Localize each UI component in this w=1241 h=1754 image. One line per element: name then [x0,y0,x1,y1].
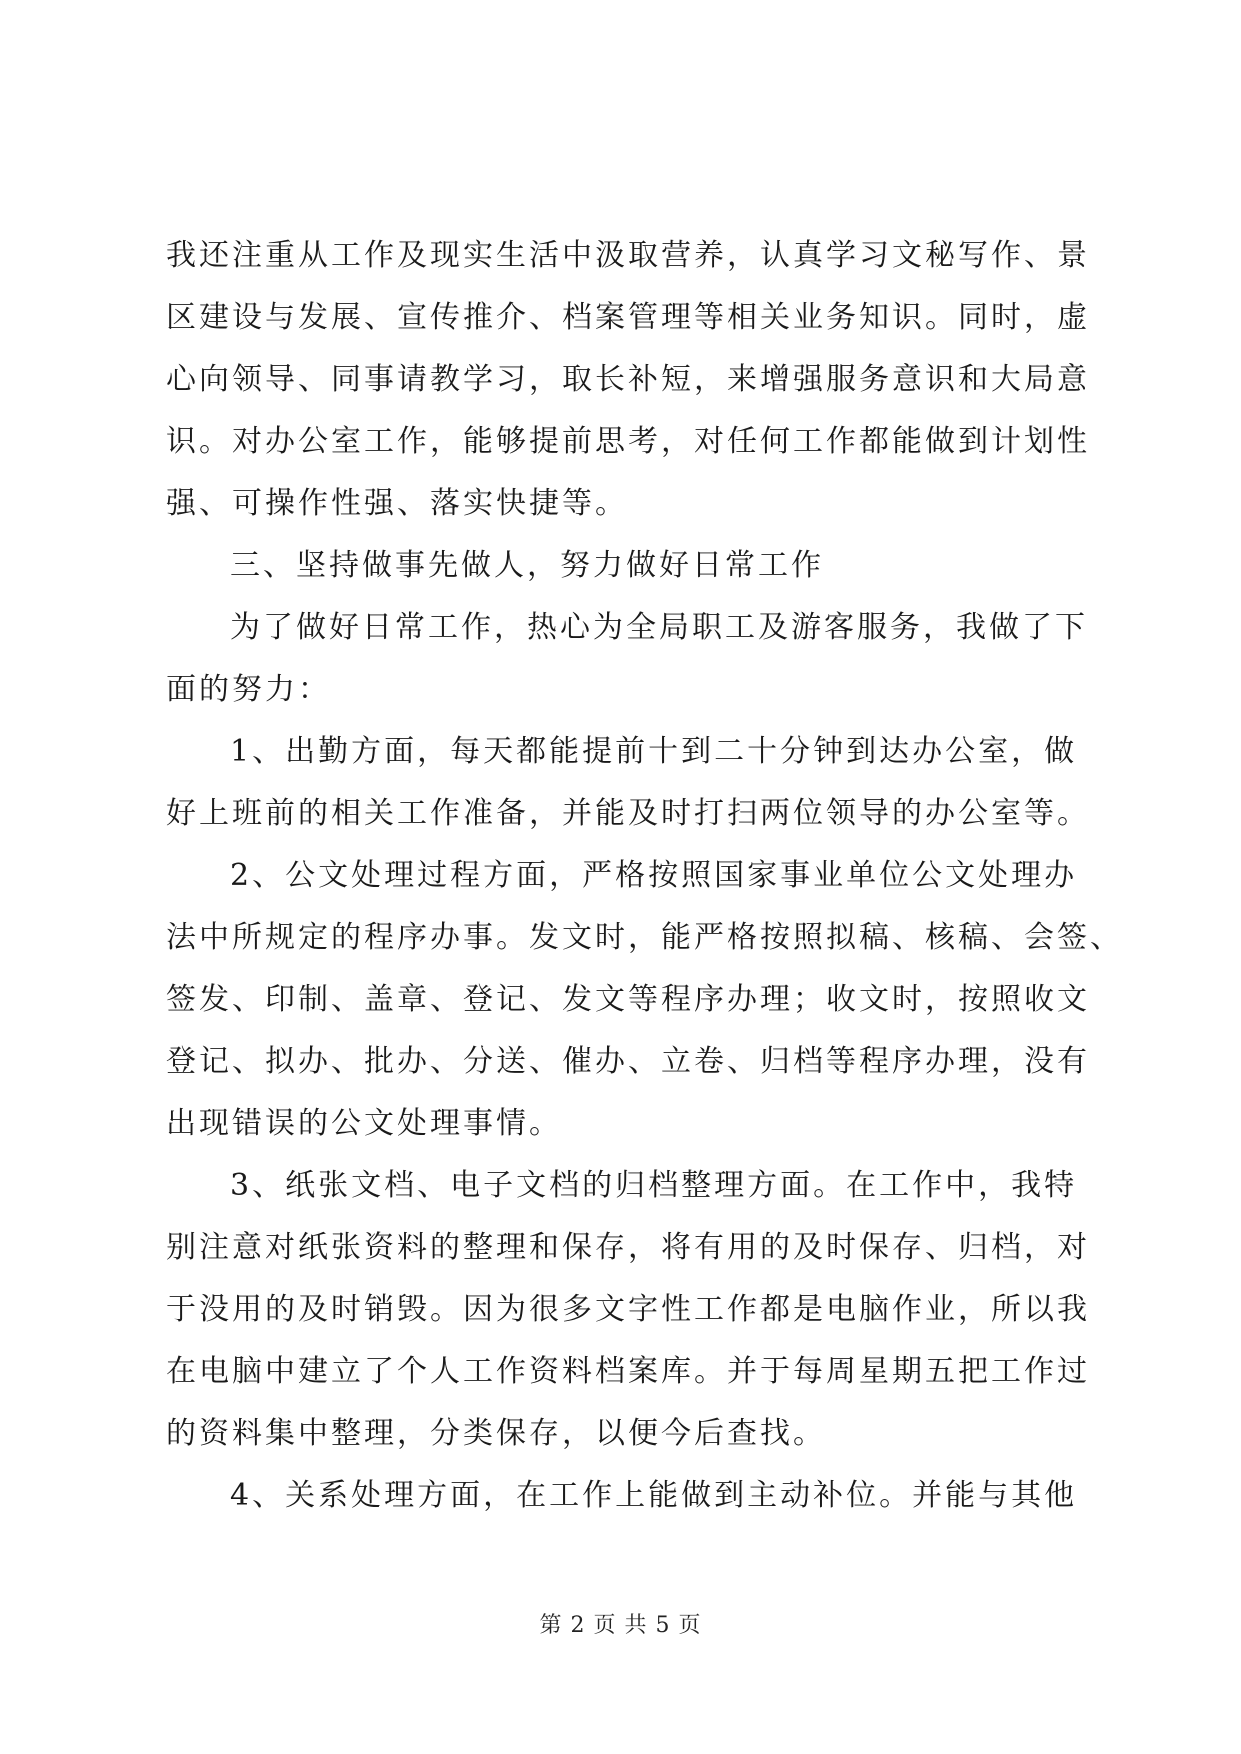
text-line: 别注意对纸张资料的整理和保存，将有用的及时保存、归档，对 [166,1230,1090,1265]
text-line: 在电脑中建立了个人工作资料档案库。并于每周星期五把工作过 [166,1354,1090,1389]
text-line: 我还注重从工作及现实生活中汲取营养，认真学习文秘写作、景 [166,238,1090,273]
list-item-start: 4、关系处理方面，在工作上能做到主动补位。并能与其他 [230,1478,1078,1513]
document-body [166,225,1123,1527]
text-line: 区建设与发展、宣传推介、档案管理等相关业务知识。同时，虚 [166,300,1090,335]
list-item-start: 1、出勤方面，每天都能提前十到二十分钟到达办公室，做 [230,734,1078,769]
text-line: 于没用的及时销毁。因为很多文字性工作都是电脑作业，所以我 [166,1292,1090,1327]
text-line: 心向领导、同事请教学习，取长补短，来增强服务意识和大局意 [166,362,1090,397]
text-line: 法中所规定的程序办事。发文时，能严格按照拟稿、核稿、会签、 [166,920,1123,955]
text-line: 登记、拟办、批办、分送、催办、立卷、归档等程序办理，没有 [166,1044,1090,1079]
list-item-start: 3、纸张文档、电子文档的归档整理方面。在工作中，我特 [230,1168,1078,1203]
text-line: 出现错误的公文处理事情。 [166,1106,562,1141]
text-line: 签发、印制、盖章、登记、发文等程序办理；收文时，按照收文 [166,982,1090,1017]
text-line: 识。对办公室工作，能够提前思考，对任何工作都能做到计划性 [166,424,1090,459]
text-line: 强、可操作性强、落实快捷等。 [166,486,628,521]
text-line: 的资料集中整理，分类保存，以便今后查找。 [166,1416,826,1451]
text-line: 好上班前的相关工作准备，并能及时打扫两位领导的办公室等。 [166,796,1090,831]
section-heading: 三、坚持做事先做人，努力做好日常工作 [230,548,824,583]
paragraph-start: 为了做好日常工作，热心为全局职工及游客服务，我做了下 [230,610,1088,645]
page-number-footer: 第 2 页 共 5 页 [539,1613,702,1638]
list-item-start: 2、公文处理过程方面，严格按照国家事业单位公文处理办 [230,858,1078,893]
text-line: 面的努力： [166,672,331,707]
